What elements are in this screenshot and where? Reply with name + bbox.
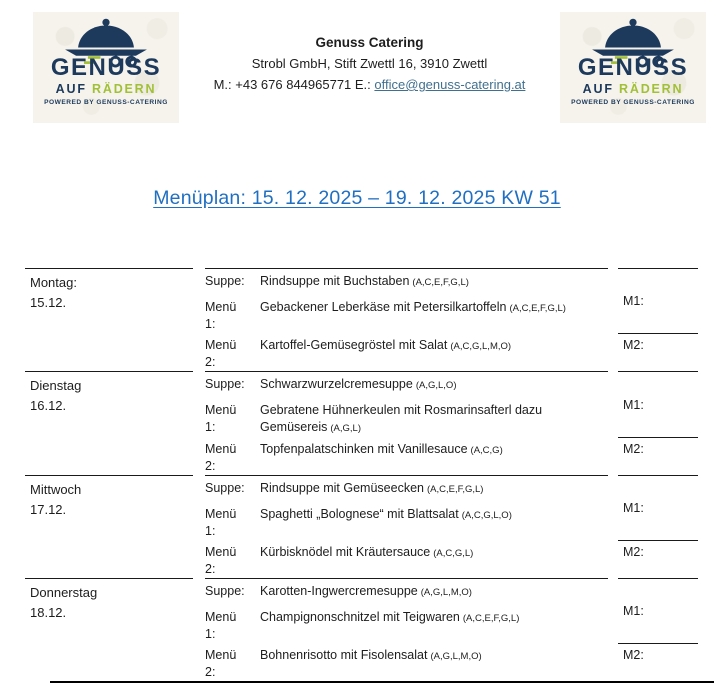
menu-table [25, 268, 698, 683]
dish-text: Karotten-Ingwercremesuppe [260, 584, 418, 598]
dish-cell [247, 475, 608, 502]
m1-cell [618, 578, 698, 643]
dish-text: Topfenpalatschinken mit Vanillesauce [260, 442, 468, 456]
dish-text: Rindsuppe mit Buchstaben [260, 274, 410, 288]
dish-cell [247, 398, 608, 437]
m2-label: M2: [623, 442, 644, 456]
dish-text: Kartoffel-Gemüsegröstel mit Salat [260, 338, 448, 352]
dish-cell [247, 333, 608, 371]
day-date: 15.12. [30, 295, 67, 310]
course-label: Menü 2: [205, 648, 237, 679]
day-name: Dienstag [30, 378, 82, 393]
m2-label: M2: [623, 545, 644, 559]
allergen-codes: (A,C,G,L,O) [461, 510, 512, 521]
logo-sub-raedern: RÄDERN [92, 82, 157, 96]
logo-sub-auf: AUF [582, 82, 614, 96]
allergen-codes: (A,G,L,M,O) [420, 587, 472, 598]
allergen-codes: (A,G,L) [330, 423, 362, 434]
day-cell [25, 578, 193, 681]
menu-day-mittwoch [25, 475, 698, 578]
logo-left [33, 12, 179, 123]
company-name: Genuss Catering [315, 35, 424, 50]
allergen-codes: (A,C,E,F,G,L) [462, 613, 520, 624]
dish-cell [247, 502, 608, 540]
m1-label: M1: [623, 604, 644, 618]
m2-label: M2: [623, 338, 644, 352]
m2-cell [618, 540, 698, 578]
day-name: Donnerstag [30, 585, 98, 600]
dish-cell [247, 605, 608, 643]
m2-cell [618, 333, 698, 371]
dish-text: Champignonschnitzel mit Teigwaren [260, 610, 460, 624]
allergen-codes: (A,C,G,L) [433, 548, 474, 559]
allergen-codes: (A,C,E,F,G,L) [412, 277, 469, 288]
day-cell [25, 475, 193, 578]
allergen-codes: (A,C,G,L,M,O) [450, 341, 512, 352]
course-label: Suppe: [205, 268, 247, 295]
dish-text: Kürbisknödel mit Kräutersauce [260, 545, 431, 559]
day-cell [25, 268, 193, 371]
course-label: Menü 1: [205, 507, 237, 538]
logo-brand-text: GENUSS [577, 54, 689, 81]
dish-cell [247, 643, 608, 681]
dish-cell [247, 295, 608, 333]
logo-subtitle [35, 81, 177, 97]
course-label: Menü 2: [205, 545, 237, 576]
m1-cell [618, 475, 698, 540]
day-name: Mittwoch [30, 482, 82, 497]
dish-text: Rindsuppe mit Gemüseecken [260, 481, 424, 495]
logo-right [560, 12, 706, 123]
dish-text: Spaghetti „Bolognese“ mit Blattsalat [260, 507, 459, 521]
day-date: 17.12. [30, 502, 67, 517]
course-label: Suppe: [205, 578, 247, 605]
m1-cell [618, 268, 698, 333]
logo-subtitle [562, 81, 704, 97]
m2-cell [618, 437, 698, 475]
dish-cell [247, 268, 608, 295]
course-label: Menü 2: [205, 338, 237, 369]
course-label: Menü 2: [205, 442, 237, 473]
dish-text: Gebackener Leberkäse mit Petersilkartoffeln [260, 300, 507, 314]
day-date: 16.12. [30, 398, 67, 413]
allergen-codes: (A,C,G) [470, 445, 503, 456]
course-label: Suppe: [205, 475, 247, 502]
course-label: Menü 1: [205, 300, 237, 331]
menu-plan-title: Menüplan: 15. 12. 2025 – 19. 12. 2025 KW 51 [153, 187, 561, 209]
logo-brand-text: GENUSS [50, 54, 162, 81]
allergen-codes: (A,G,L,O) [415, 380, 457, 391]
document-header [0, 0, 714, 123]
course-label: Menü 1: [205, 403, 237, 434]
company-contact [179, 74, 560, 95]
m1-label: M1: [623, 294, 644, 308]
allergen-codes: (A,C,E,F,G,L) [426, 484, 484, 495]
day-name: Montag: [30, 275, 77, 290]
m1-label: M1: [623, 501, 644, 515]
company-address: Strobl GmbH, Stift Zwettl 16, 3910 Zwettl [251, 56, 488, 71]
day-date: 18.12. [30, 605, 67, 620]
m2-label: M2: [623, 648, 644, 662]
m2-cell [618, 643, 698, 681]
m1-label: M1: [623, 397, 644, 412]
email-link[interactable]: office@genuss-catering.at [374, 77, 526, 92]
allergen-codes: (A,C,E,F,G,L) [509, 303, 566, 314]
logo-tagline: POWERED BY GENUSS-CATERING [571, 99, 695, 106]
dish-cell [247, 371, 608, 398]
logo-sub-raedern: RÄDERN [619, 82, 684, 96]
dish-cell [247, 540, 608, 578]
logo-tagline: POWERED BY GENUSS-CATERING [44, 99, 168, 106]
company-info [179, 12, 560, 95]
dish-cell [247, 437, 608, 475]
menu-day-donnerstag [25, 578, 698, 681]
dish-text: Gebratene Hühnerkeulen mit Rosmarinsafterl dazu Gemüsereis [260, 403, 543, 434]
allergen-codes: (A,G,L,M,O) [430, 651, 482, 662]
m1-cell [618, 371, 698, 437]
menu-day-montag [25, 268, 698, 371]
menu-day-dienstag [25, 371, 698, 475]
dish-text: Bohnenrisotto mit Fisolensalat [260, 648, 428, 662]
contact-phone-label: M.: +43 676 844965771 E.: [213, 77, 375, 92]
course-label: Suppe: [205, 371, 247, 398]
course-label: Menü 1: [205, 610, 237, 641]
logo-sub-auf: AUF [55, 82, 87, 96]
dish-text: Schwarzwurzelcremesuppe [260, 377, 413, 391]
dish-cell [247, 578, 608, 605]
day-cell [25, 371, 193, 475]
